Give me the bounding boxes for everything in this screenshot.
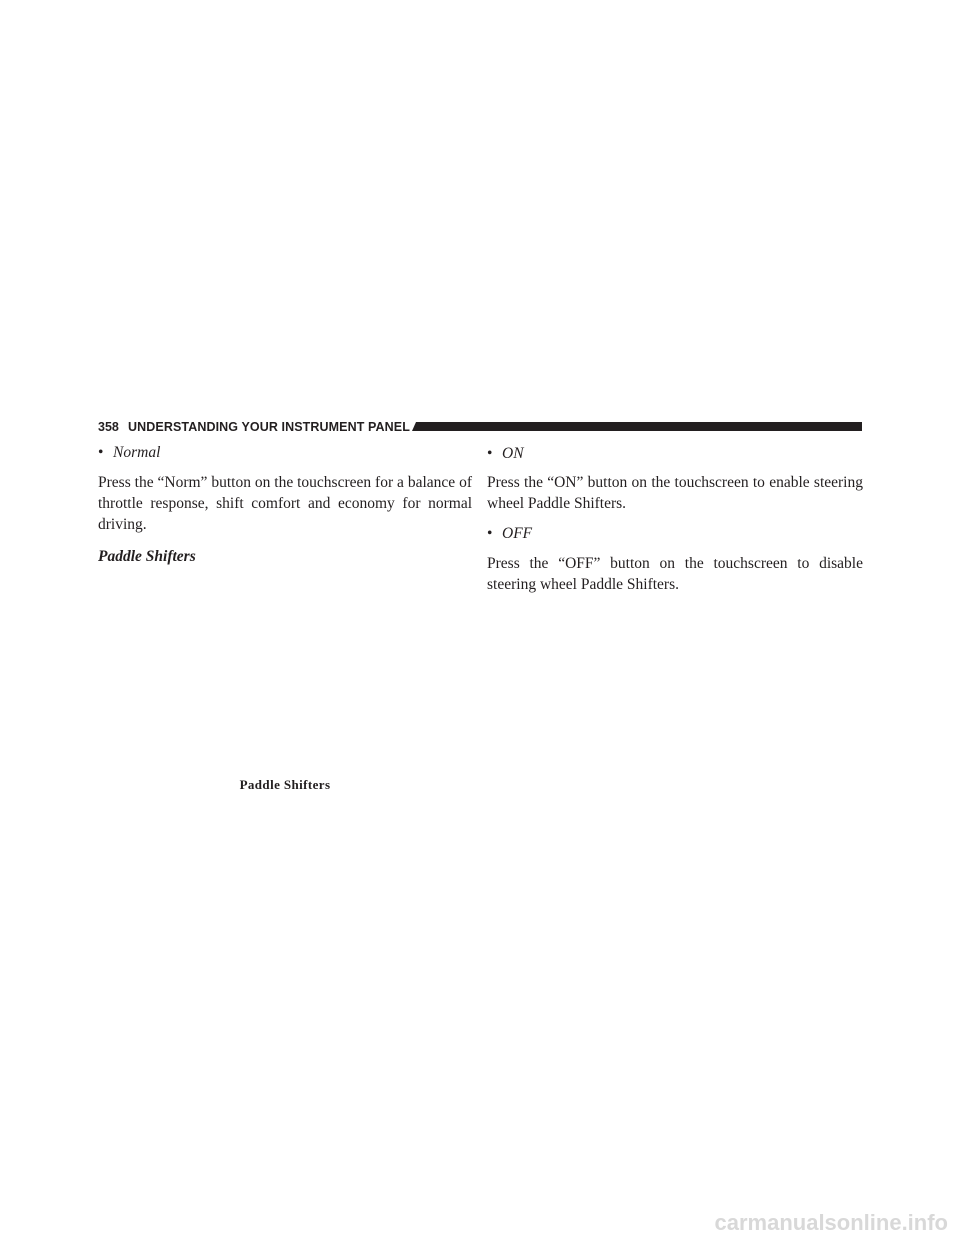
bullet-item-normal xyxy=(98,442,472,463)
bullet-label-normal: Normal xyxy=(113,444,161,461)
paddle-shifters-figure xyxy=(98,556,472,768)
bullet-icon: • xyxy=(487,445,493,462)
page-header xyxy=(98,419,862,435)
left-column xyxy=(98,442,472,567)
bullet-item-off xyxy=(487,523,863,544)
bullet-label-on: ON xyxy=(502,445,524,462)
figure-caption: Paddle Shifters xyxy=(239,777,331,792)
right-column xyxy=(487,443,863,595)
bullet-icon: • xyxy=(98,444,104,461)
page-number: 358 xyxy=(98,420,119,434)
bullet-icon: • xyxy=(487,525,493,542)
watermark: carmanualsonline.info xyxy=(714,1210,948,1235)
on-description: Press the “ON” button on the touchscreen to enable steering wheel Paddle Shifters. xyxy=(487,474,863,512)
bullet-label-off: OFF xyxy=(502,525,533,542)
off-description: Press the “OFF” button on the touchscreen to disable steering wheel Paddle Shifters. xyxy=(487,555,863,593)
section-title: UNDERSTANDING YOUR INSTRUMENT PANEL xyxy=(128,420,410,434)
normal-description: Press the “Norm” button on the touchscreen for a balance of throttle response, shift comfort and economy for normal driving. xyxy=(98,474,472,533)
paddle-shifters-heading: Paddle Shifters xyxy=(98,548,196,565)
header-rule xyxy=(416,422,862,431)
bullet-item-on xyxy=(487,443,863,464)
